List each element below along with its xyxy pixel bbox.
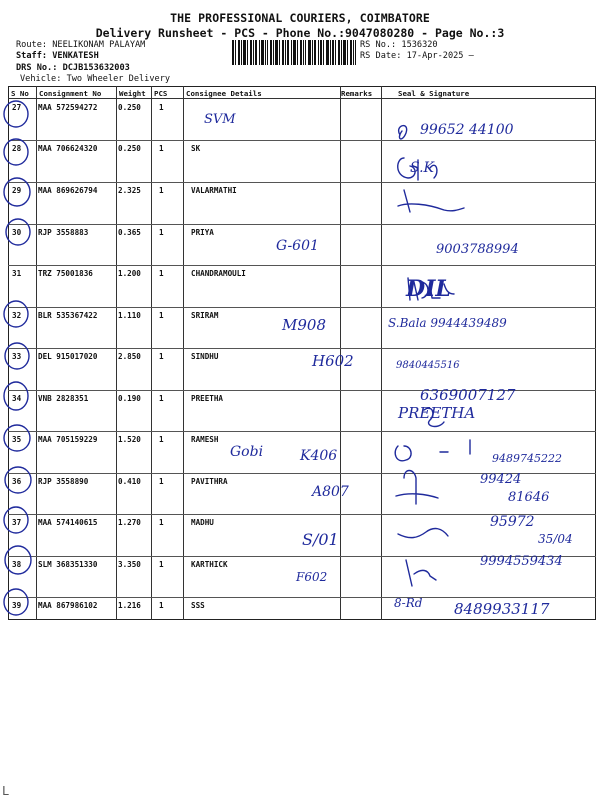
handwritten-signature: 9489745222 <box>492 452 562 465</box>
handwritten-remark: S/01 <box>302 530 339 549</box>
row-consignment: VNB 2828351 <box>38 394 89 403</box>
staff-label: Staff: VENKATESH <box>16 51 99 61</box>
row-sno: 39 <box>12 601 22 610</box>
row-sno: 35 <box>12 435 22 444</box>
col-divider <box>151 86 152 620</box>
handwritten-remark: F602 <box>296 570 328 584</box>
row-weight: 3.350 <box>118 560 141 569</box>
handwritten-signature: 9840445516 <box>396 360 460 371</box>
row-consignment: SLM 368351330 <box>38 560 98 569</box>
row-sno: 29 <box>12 186 22 195</box>
row-consignment: TRZ 75001836 <box>38 269 93 278</box>
col-header-consignment: Consignment No <box>39 89 102 98</box>
row-pcs: 1 <box>159 435 164 444</box>
rs-date: RS Date: 17-Apr-2025 — <box>360 51 474 61</box>
row-sno: 31 <box>12 269 22 278</box>
row-pcs: 1 <box>159 228 164 237</box>
runsheet-subtitle: Delivery Runsheet - PCS - Phone No.:9047080280 - Page No.:3 <box>95 26 505 40</box>
row-pcs: 1 <box>159 601 164 610</box>
row-consignee: PAVITHRA <box>191 477 228 486</box>
handwritten-remark: G-601 <box>276 238 319 254</box>
col-divider <box>381 86 382 620</box>
row-sno: 36 <box>12 477 22 486</box>
row-pcs: 1 <box>159 186 164 195</box>
col-divider <box>36 86 37 620</box>
handwritten-signature: 6369007127 <box>420 386 516 404</box>
row-pcs: 1 <box>159 477 164 486</box>
row-pcs: 1 <box>159 518 164 527</box>
row-weight: 1.110 <box>118 311 141 320</box>
header-divider <box>8 98 596 99</box>
handwritten-name: SVM <box>204 112 236 127</box>
drs-number: DRS No.: DCJB153632003 <box>16 63 130 73</box>
row-weight: 0.365 <box>118 228 141 237</box>
col-header-sno: S No <box>11 89 29 98</box>
row-divider <box>8 307 596 308</box>
row-consignment: MAA 705159229 <box>38 435 98 444</box>
handwritten-remark: H602 <box>312 352 354 370</box>
handwritten-signature: DIL <box>406 276 451 302</box>
row-consignee: SK <box>191 144 201 153</box>
row-weight: 1.270 <box>118 518 141 527</box>
rs-number: RS No.: 1536320 <box>360 40 438 50</box>
row-consignment: RJP 3558890 <box>38 477 89 486</box>
row-weight: 1.216 <box>118 601 141 610</box>
row-weight: 0.410 <box>118 477 141 486</box>
row-consignee: KARTHICK <box>191 560 228 569</box>
company-title: THE PROFESSIONAL COURIERS, COIMBATORE <box>170 11 430 25</box>
handwritten-signature: 95972 <box>490 514 535 530</box>
row-weight: 0.250 <box>118 144 141 153</box>
row-weight: 2.850 <box>118 352 141 361</box>
handwritten-signature: 81646 <box>508 490 550 505</box>
row-sno: 30 <box>12 228 22 237</box>
row-weight: 1.200 <box>118 269 141 278</box>
row-consignee: SSS <box>191 601 205 610</box>
col-divider <box>116 86 117 620</box>
col-header-pcs: PCS <box>154 89 168 98</box>
handwritten-signature: PREETHA <box>398 404 476 422</box>
row-consignee: SINDHU <box>191 352 219 361</box>
row-consignee: PRIYA <box>191 228 214 237</box>
barcode <box>232 40 356 65</box>
handwritten-signature: 35/04 <box>538 532 573 546</box>
handwritten-signature: S.K <box>410 160 435 176</box>
scan-mark: L <box>2 784 10 798</box>
col-header-consignee: Consignee Details <box>186 89 262 98</box>
handwritten-signature: 99652 44100 <box>420 122 514 138</box>
handwritten-remark: M908 <box>282 316 326 334</box>
row-weight: 2.325 <box>118 186 141 195</box>
row-sno: 37 <box>12 518 22 527</box>
vehicle-label: Vehicle: Two Wheeler Delivery <box>20 74 171 84</box>
row-consignee: VALARMATHI <box>191 186 237 195</box>
row-consignee: RAMESH <box>191 435 219 444</box>
row-consignee: PREETHA <box>191 394 224 403</box>
col-header-weight: Weight <box>119 89 146 98</box>
row-sno: 38 <box>12 560 22 569</box>
handwritten-name: Gobi <box>230 444 264 460</box>
row-consignment: MAA 572594272 <box>38 103 98 112</box>
col-header-signature: Seal & Signature <box>398 89 470 98</box>
row-sno: 34 <box>12 394 22 403</box>
row-consignment: RJP 3558883 <box>38 228 89 237</box>
row-consignment: MAA 706624320 <box>38 144 98 153</box>
row-pcs: 1 <box>159 144 164 153</box>
row-divider <box>8 182 596 183</box>
row-consignee: SRIRAM <box>191 311 219 320</box>
row-pcs: 1 <box>159 103 164 112</box>
row-sno: 27 <box>12 103 22 112</box>
handwritten-signature: 9994559434 <box>480 554 563 569</box>
handwritten-signature: 8-Rd <box>394 596 423 610</box>
row-weight: 0.190 <box>118 394 141 403</box>
row-divider <box>8 224 596 225</box>
row-pcs: 1 <box>159 269 164 278</box>
row-divider <box>8 597 596 598</box>
handwritten-signature: 9003788994 <box>436 242 519 257</box>
row-consignment: MAA 867986102 <box>38 601 98 610</box>
handwritten-signature: 8489933117 <box>454 600 550 618</box>
row-pcs: 1 <box>159 394 164 403</box>
row-pcs: 1 <box>159 311 164 320</box>
row-consignee: CHANDRAMOULI <box>191 269 246 278</box>
row-pcs: 1 <box>159 352 164 361</box>
row-consignment: DEL 915017020 <box>38 352 98 361</box>
row-divider <box>8 431 596 432</box>
row-divider <box>8 140 596 141</box>
row-sno: 28 <box>12 144 22 153</box>
row-consignment: MAA 869626794 <box>38 186 98 195</box>
route-label: Route: NEELIKONAM PALAYAM <box>16 40 146 50</box>
row-consignment: BLR 535367422 <box>38 311 98 320</box>
row-weight: 0.250 <box>118 103 141 112</box>
row-sno: 33 <box>12 352 22 361</box>
handwritten-signature: 99424 <box>480 472 522 487</box>
row-weight: 1.520 <box>118 435 141 444</box>
col-divider <box>183 86 184 620</box>
row-sno: 32 <box>12 311 22 320</box>
row-consignment: MAA 574140615 <box>38 518 98 527</box>
row-pcs: 1 <box>159 560 164 569</box>
row-divider <box>8 265 596 266</box>
row-consignee: MADHU <box>191 518 214 527</box>
col-header-remarks: Remarks <box>341 89 373 98</box>
row-divider <box>8 348 596 349</box>
handwritten-signature: S.Bala 9944439489 <box>388 316 507 330</box>
handwritten-remark: A807 <box>312 484 349 500</box>
handwritten-remark: K406 <box>300 448 338 464</box>
